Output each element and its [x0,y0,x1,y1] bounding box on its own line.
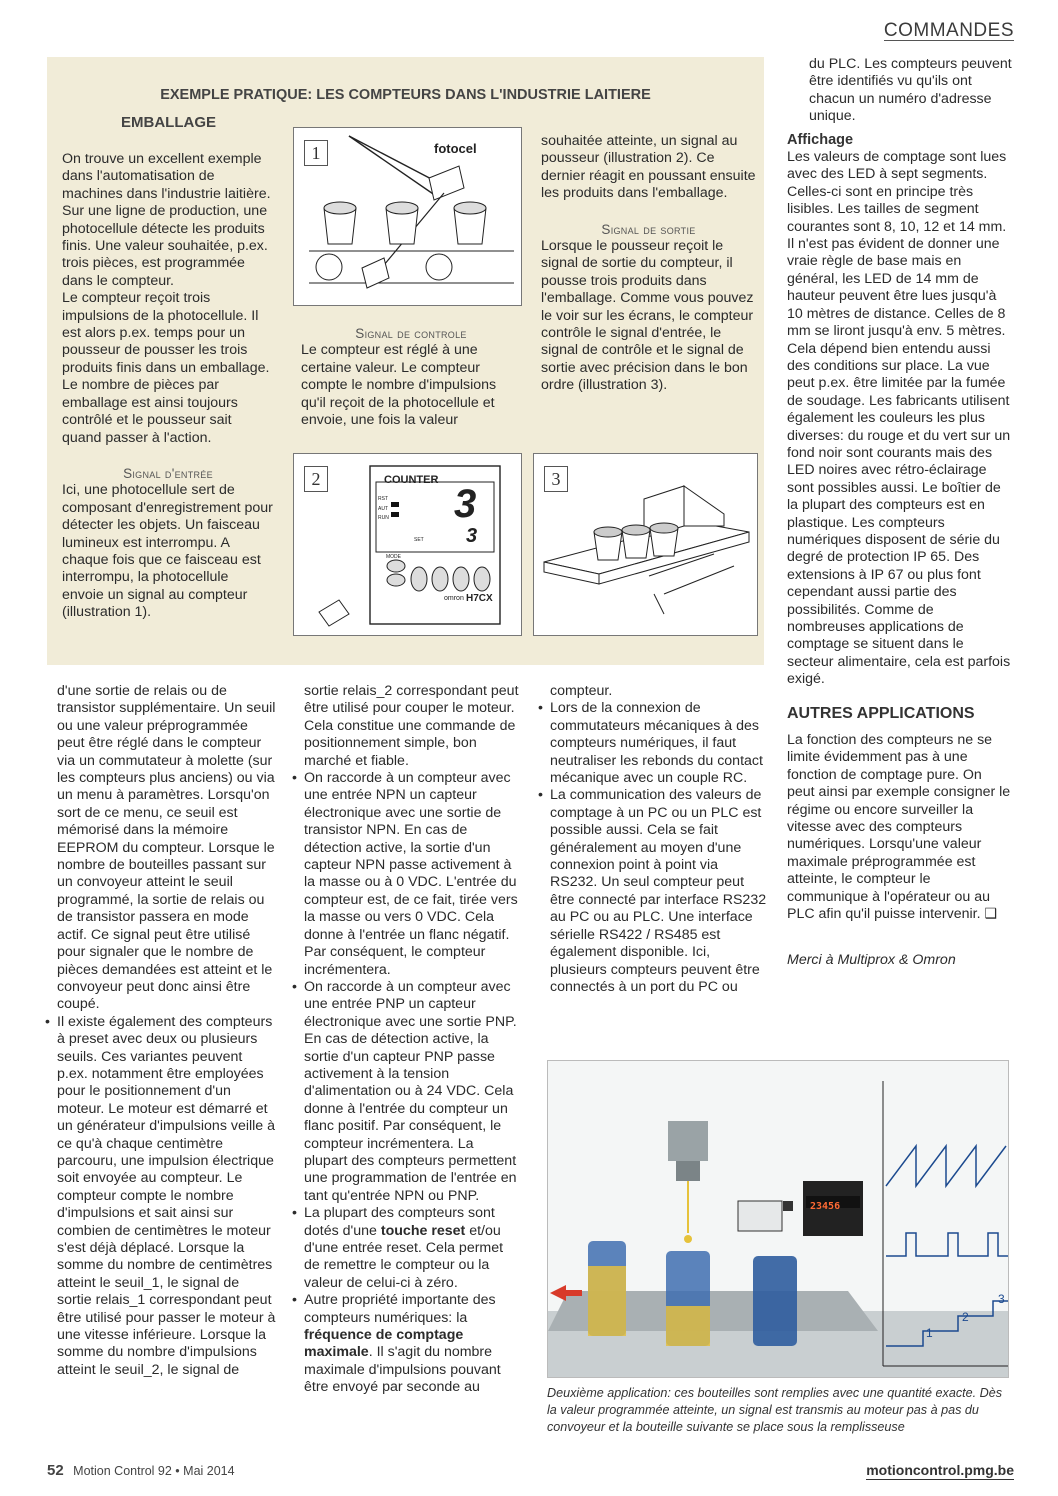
example-box-subtitle: EMBALLAGE [121,114,216,131]
section-title: COMMANDES [883,20,1014,41]
autres-applications-heading: AUTRES APPLICATIONS [787,704,975,722]
side-column [787,56,1012,969]
side-text: La fonction des compteurs ne se limite évidemment pas à une fonction de comptage pure. On peut ainsi par exemple consigner le régime ou encore surveiller la vitesse avec des compteurs numériques. Lorsqu'une valeur maximale préprogrammée est atteinte, le compteur le communique à l'opérateur ou au PLC afin qu'il puisse intervenir. [787,732,1011,923]
affichage-heading: Affichage [787,131,854,148]
box-column-2 [301,325,521,429]
figure-2-title: COUNTER [384,474,439,486]
filling-photo [547,1060,1009,1378]
example-box-title: EXEMPLE PRATIQUE: LES COMPTEURS DANS L'INDUSTRIE LAITIERE [160,87,651,103]
counter-label-run: RUN [378,515,389,521]
figure-1-photocell [293,127,522,306]
side-paragraph [787,732,1012,923]
end-mark-icon: ❑ [984,906,998,923]
bullet-text: et/ou d'une entrée reset. Cela permet de remettre le compteur ou la valeur de celui-ci à zéro. [304,1222,504,1291]
box-subhead-signal-sortie: Signal de sortie [601,221,696,237]
body-bullet [290,1292,519,1396]
graph-label-3: 3 [998,1292,1005,1306]
bullet-text: Autre propriété importante des compteurs numériques: la [304,1292,496,1326]
counter-brand: omron [444,595,464,602]
photo-display-value: 23456 [810,1201,841,1212]
figure-3-drawing [534,454,759,637]
thanks-line: Merci à Multiprox & Omron [787,951,956,968]
footer-url-link[interactable]: motioncontrol.pmg.be [866,1462,1014,1480]
figure-1-label: fotocel [434,141,477,156]
side-paragraph: du PLC. Les compteurs peuvent être identifiés vu qu'ils ont chacun un numéro d'adresse unique. [809,56,1012,125]
issue-info: Motion Control 92 • Mai 2014 [73,1464,235,1478]
box-paragraph: Lorsque le pousseur reçoit le signal de sortie du compteur, il pousse trois produits dans l'emballage. Comme vous pouvez le voir sur les écrans, le compteur contrôle le signal d'entrée, le signal de contrôle et le signal de sortie avec précision dans le bon ordre (illustration 3). [541,238,754,394]
box-paragraph: Sur une ligne de production, une photocellule détecte les produits finis. Une valeur souhaitée, p.ex. trois pièces, est programmée dans le compteur. [62,203,268,289]
body-column-a [57,683,277,1379]
counter-display-bottom: 3 [466,525,478,547]
counter-label-rst: RST [378,496,388,502]
box-paragraph: Le compteur est réglé à une certaine valeur. Le compteur compte le nombre d'impulsions qu'il reçoit de la photocellule et envoie, une fois la valeur [301,342,497,429]
page-number: 52 [47,1462,64,1479]
body-bullet: • Lors de la connexion de commutateurs mécaniques à des compteurs numériques, il faut neutraliser les rebonds du contact mécanique avec un couple RC. [536,700,768,787]
box-column-1 [62,151,274,622]
bullet-bold-text: touche reset [380,1222,466,1239]
box-column-3 [541,133,756,395]
figure-1-drawing [294,128,523,307]
page-footer [47,1462,235,1480]
box-paragraph: Ici, une photocellule sert de composant d'enregistrement pour détecter les objets. Un faisceau lumineux est interrompu. A chaque fois que ce faisceau est interrompu, la photocellule envoie un signal au compteur (illustration 1). [62,482,273,621]
counter-display-top: 3 [454,482,477,526]
body-column-b [304,683,519,1397]
body-bullet: • On raccorde à un compteur avec une entrée NPN un capteur électronique avec une sortie de transistor NPN. En cas de détection active, la sortie d'un capteur NPN passe activement à la masse ou à 0 VDC. L'entrée du compteur est, de ce fait, tirée vers la masse ou vers 0 VDC. Cela donne à l'entrée un flanc négatif. Par conséquent, le compteur incrémentera. [290,770,519,979]
body-paragraph: compteur. [550,683,613,699]
box-paragraph: Le compteur reçoit trois impulsions de la photocellule. Il est alors p.ex. temps pour un pousseur de pousser les trois produits finis dans un emballage. Le nombre de pièces par emballage est ainsi toujours contrôlé et le pousseur sait quand passer à l'action. [62,290,270,446]
body-bullet: • On raccorde à un compteur avec une entrée PNP un capteur électronique avec une sortie PNP. En cas de détection active, la sortie d'un capteur PNP passe activement à la tension d'alimentation ou à 24 VDC. Cela donne à l'entrée du compteur un flanc positif. Par conséquent, le compteur incrémentera. La plupart des compteurs permettent une programmation de l'entrée en tant qu'entrée NPN ou PNP. [290,979,519,1205]
body-bullet: • La communication des valeurs de comptage à un PC ou un PLC est possible aussi. Cela se fait généralement au moyen d'une connexion point à point via RS232. Un seul compteur peut être connecté par interface RS232 au PC ou au PLC. Une interface sérielle RS422 / RS485 est également disponible. Ici, plusieurs compteurs peuvent être connectés à un port du PC ou [536,787,768,996]
body-bullet [290,1205,519,1292]
figure-number: 2 [304,466,328,492]
side-paragraph: Les valeurs de comptage sont lues avec des LED à sept segments. Celles-ci sont en principe très lisibles. Les tailles de segment courantes sont 8, 10, 12 et 14 mm. Il n'est pas évident de donner une vraie règle de base mais en général, les LED de 14 mm de hauteur peuvent être lues jusqu'à 10 mètres de distance. Celles de 8 mm se liront jusqu'à env. 5 mètres. Cela dépend bien entendu aussi des conditions sur place. La vue peut p.ex. être limitée par la fumée de soudage. Les fabricants utilisent également les couleurs les plus diverses: du rouge et du vert sur un fond noir sont courants mais des LED noires avec rétro-éclairage sont possibles aussi. Le boîtier de la plupart des compteurs est en plastique. Les compteurs numériques disposent de série du degré de protection IP 65. Des extensions à IP 67 ou plus font cependant aussi partie des possibilités. Comme de nombreuses applications de comptage se situent dans le secteur alimentaire, cela est parfois exigé. [787,149,1011,688]
bullet-bold-text: fréquence de comptage maximale [304,1327,464,1361]
counter-label-set: SET [414,537,424,543]
filling-illustration [548,1061,1009,1378]
figure-number: 1 [304,140,328,166]
figure-number: 3 [544,466,568,492]
graph-label-1: 1 [926,1326,933,1340]
photo-caption: Deuxième application: ces bouteilles sont remplies avec une quantité exacte. Dès la valeur programmée atteinte, un signal est transmis au moteur pas à pas du convoyeur et la bouteille suivante se place sous la remplisseuse [547,1386,1003,1434]
box-paragraph: souhaitée atteinte, un signal au pousseur (illustration 2). Ce dernier réagit en poussant ensuite les produits dans l'emballage. [541,133,756,202]
counter-label-aut: AUT [378,506,388,512]
body-paragraph: d'une sortie de relais ou de transistor supplémentaire. Un seuil ou une valeur préprogrammée peut être réglé dans le compteur via un commutateur à molette (sur les compteurs plus anciens) ou via un menu à paramètres. Lorsqu'on sort de ce menu, ce seuil est mémorisé dans la mémoire EEPROM du compteur. Lorsque le nombre de bouteilles passant sur un convoyeur atteint le seuil programmé, la sortie de relais ou de transistor passera en mode actif. Ce signal peut être utilisé pour signaler que le nombre de pièces demandées est atteint et le convoyeur peut donc ainsi être coupé. [57,683,276,1013]
bullet-text: La plupart des compteurs sont dotés d'une [304,1205,495,1239]
bullet-text: . Il s'agit du nombre maximale d'impulsions pouvant être envoyé par seconde au [304,1344,501,1396]
box-subhead-signal-controle: Signal de controle [355,326,467,341]
figure-2-counter [293,453,522,636]
body-bullet: • Il existe également des compteurs à preset avec deux ou plusieurs seuils. Ces variantes peuvent p.ex. notamment être employées pour le positionnement d'un moteur. Le moteur est démarré et un générateur d'impulsions veille à ce qu'à chaque centimètre parcouru, une impulsion électrique soit envoyée au compteur. Le compteur compte le nombre d'impulsions et sait ainsi sur combien de centimètres le moteur s'est déjà déplacé. Lorsque la somme du nombre de centimètres atteint le seuil_1, le signal de sortie relais_1 correspondant peut être utilisé pour passer le moteur à une vitesse inférieure. Lorsque la somme du nombre d'impulsions atteint le seuil_2, le signal de [43,1014,277,1380]
body-paragraph: sortie relais_2 correspondant peut être utilisé pour couper le moteur. Cela constitue une commande de positionnement simple, bon marché et fiable. [304,683,519,769]
counter-model: H7CX [466,593,493,604]
figure-3-pusher [533,453,758,636]
box-subhead-signal-entree: Signal d'entrée [123,465,213,481]
box-paragraph: On trouve un excellent exemple dans l'automatisation de machines dans l'industrie laitière. [62,151,271,202]
counter-label-mode: MODE [386,554,401,560]
graph-label-2: 2 [962,1310,969,1324]
body-column-c [550,683,768,996]
